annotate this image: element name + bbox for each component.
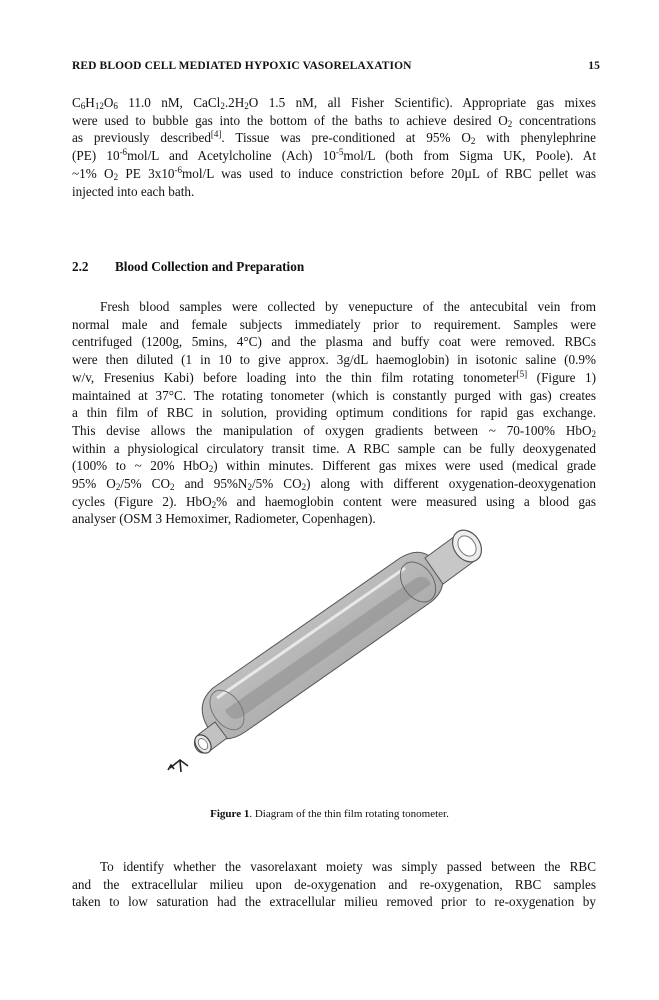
- text-line: cycles (Figure 2). HbO$_2$% and haemoglobin content were measured using a blood gas: [72, 493, 596, 510]
- figure-label: Figure 1: [210, 808, 250, 820]
- section-heading: [72, 259, 304, 275]
- text-line: normal male and female subjects immediately prior to requirement. Samples were: [72, 316, 596, 332]
- text-line: (PE) $10^{-6}mol/L$ and Acetylcholine (Ach) $10^{-5}mol/L$ (both from Sigma UK, Poole). At: [72, 147, 596, 164]
- tonometer-diagram: [155, 510, 495, 780]
- text-line: maintained at 37°C. The rotating tonometer (which is constantly purged with gas) creates: [72, 387, 596, 403]
- tonometer-body: [192, 525, 488, 757]
- section-title: Blood Collection and Preparation: [115, 259, 305, 274]
- paragraph-extracellular-milieu: [72, 858, 596, 911]
- text-line: analyser (OSM 3 Hemoximer, Radiometer, Copenhagen).: [72, 511, 376, 527]
- section-number: 2.2: [72, 259, 89, 274]
- text-line: (100% to ~ 20% HbO$_2$) within minutes. Different gas mixes were used (medical grade: [72, 458, 596, 475]
- text-line: as previously described[4]. Tissue was pre-conditioned at 95% $O_2$ with phenylephrine: [72, 129, 596, 147]
- text-line: a thin film of RBC in solution, providing optimum conditions for rapid gas exchange.: [72, 405, 596, 421]
- text-line: and the extracellular milieu upon de-oxygenation and re-oxygenation, RBC samples: [72, 876, 596, 892]
- text-line: injected into each bath.: [72, 183, 195, 199]
- text-line: ~1% $O_2$ PE $3x10^{-6}mol/L$ was used to induce constriction before 20µL of RBC pellet was: [72, 164, 596, 182]
- axis-triad-icon: [168, 760, 188, 772]
- text-line: taken to low saturation had the extracellular milieu removed prior to re-oxygenation by: [72, 894, 596, 910]
- text-line: $C_6H_{12}O_6$ 11.0 nM, $CaCl_2.2H_2O$ 1.5 nM, all Fisher Scientific). Appropriate gas mixes: [72, 95, 596, 111]
- paragraph-blood-collection: [72, 298, 596, 528]
- text-line: centrifuged (1200g, 5mins, 4°C) and the plasma and buffy coat were removed. RBCs: [72, 334, 596, 350]
- text-line: w/v, Fresenius Kabi) before loading into the thin film rotating tonometer[5] (Figure 1): [72, 368, 596, 385]
- running-head-title: RED BLOOD CELL MEDIATED HYPOXIC VASORELAXATION: [72, 60, 412, 72]
- figure-caption-text: . Diagram of the thin film rotating tonometer.: [249, 808, 449, 820]
- text-line: Fresh blood samples were collected by venepucture of the antecubital vein from: [100, 299, 596, 314]
- text-line: 95% $O_2/5\%$ $CO_2$ and $95\%N_2/5\%$ $CO_2$) along with different oxygenation-deoxygenation: [72, 476, 597, 493]
- text-line: This devise allows the manipulation of oxygen gradients between ~ 70-100% HbO$_2$: [72, 422, 596, 439]
- figure-caption: [0, 808, 659, 820]
- text-line: within a physiological circulatory transit time. A RBC sample can be fully deoxygenated: [72, 440, 596, 456]
- text-line: were then diluted (1 in 10 to give approx. 3g/dL haemoglobin) in isotonic saline (0.9%: [72, 352, 596, 368]
- page-number: 15: [588, 60, 600, 72]
- text-line: To identify whether the vasorelaxant moiety was simply passed between the RBC: [100, 859, 596, 874]
- text-line: were used to bubble gas into the bottom of the baths to achieve desired $O_2$ concentrations: [72, 112, 596, 129]
- paragraph-methods-bath: [72, 94, 596, 200]
